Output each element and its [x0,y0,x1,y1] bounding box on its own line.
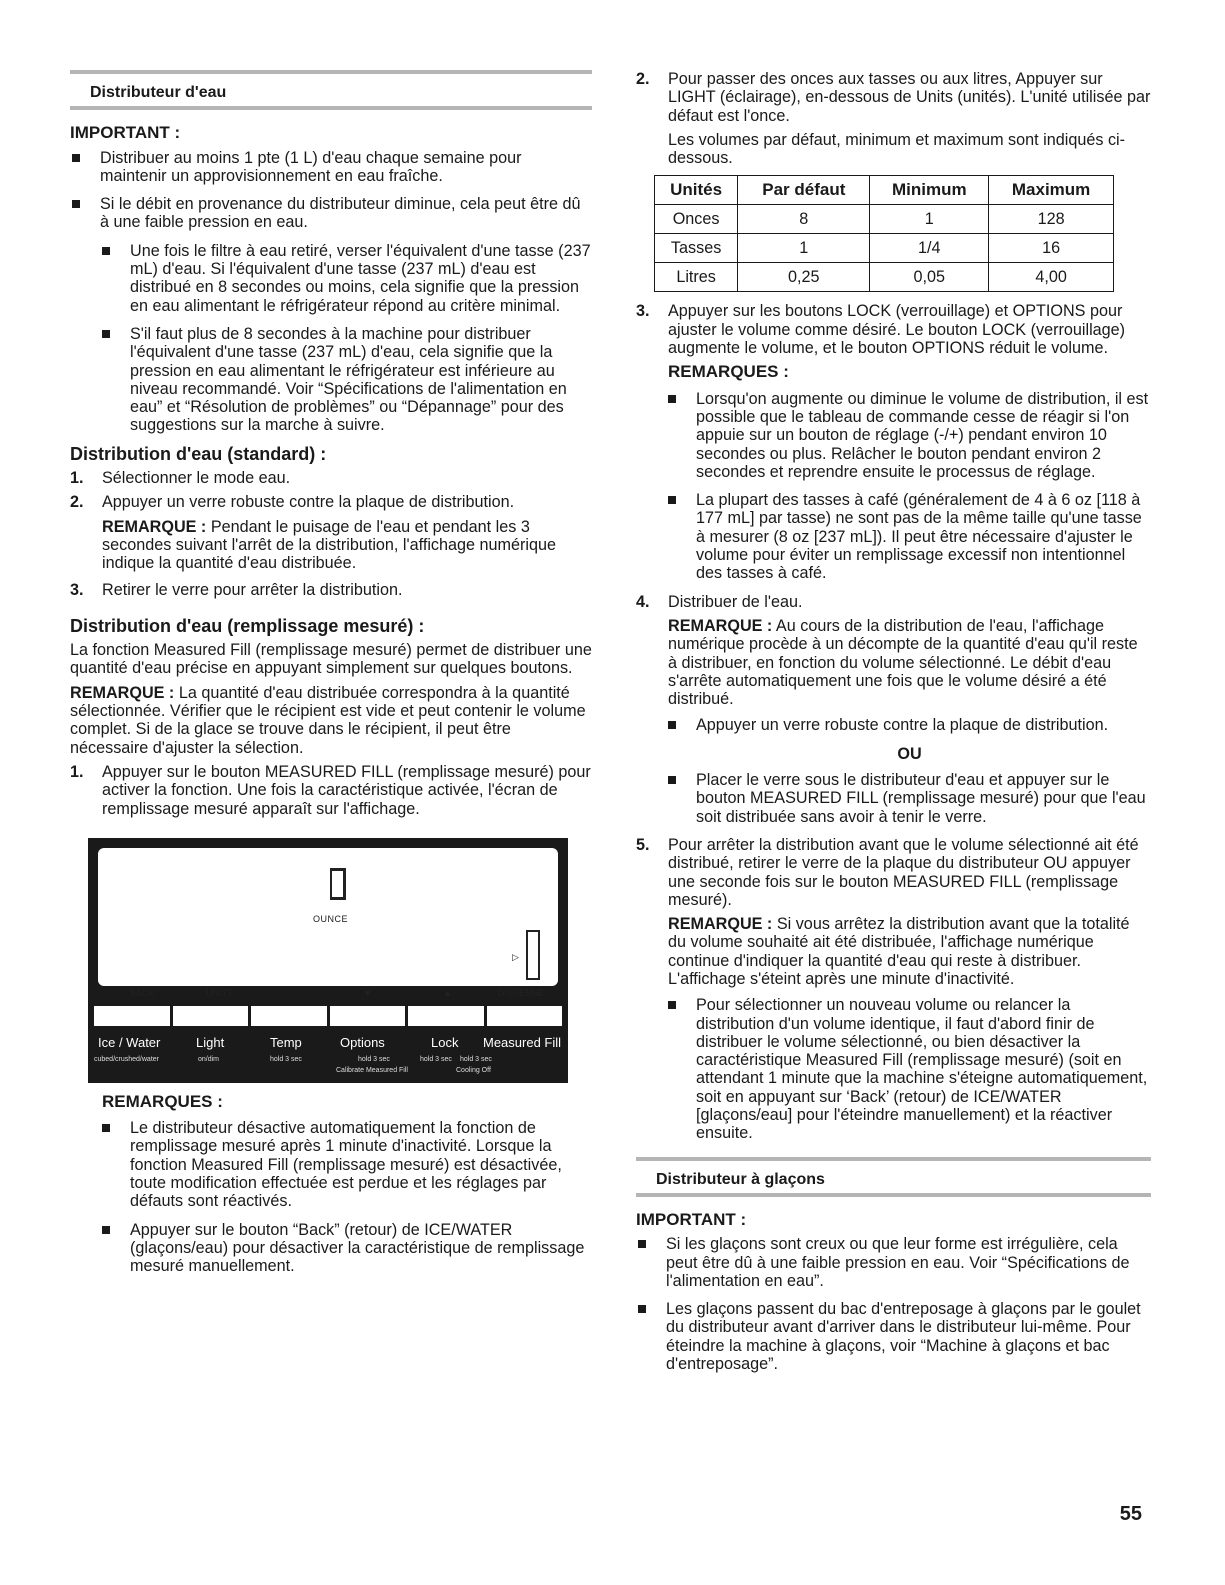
note-label: REMARQUE : [668,616,773,635]
intro-paragraph: La fonction Measured Fill (remplissage mesuré) permet de distribuer une quantité d'eau précise en appuyant simplement sur quelques boutons. [70,641,592,678]
fill-gauge-icon [526,930,540,980]
step-number: 3. [70,580,84,599]
step-text: Retirer le verre pour arrêter la distribution. [102,580,403,599]
table-row [655,234,1114,263]
step-number: 4. [636,592,650,611]
list-item: Appuyer un verre robuste contre la plaque de distribution. [666,716,1151,734]
note-label: REMARQUE : [70,683,175,702]
table-cell: 1 [870,205,989,234]
table-row [655,205,1114,234]
table-cell: 0,25 [738,263,870,292]
list-item: Appuyer sur le bouton “Back” (retour) de ICE/WATER (glaçons/eau) pour désactiver la caractéristique de remplissage mesuré manuellement. [100,1221,592,1276]
button-lock[interactable] [408,1006,484,1026]
step-number: 1. [70,469,84,488]
button-label: Light [196,1034,225,1050]
note-text: Si vous arrêtez la distribution avant que la totalité du volume souhaité ait été distribuée, l'affichage numérique continue d'indiquer la quantité d'eau qui reste à distribuer. L'affichage s'éteint après une minute d'inactivité. [668,915,1130,988]
important-label: IMPORTANT : [70,123,181,143]
right-column [636,70,1151,1383]
step [70,581,592,599]
button-temp[interactable] [251,1006,327,1026]
section-title-water-dispenser: Distributeur d'eau [70,70,592,110]
table-cell: 4,00 [989,263,1114,292]
step-text: Pour passer des onces aux tasses ou aux litres, Appuyer sur LIGHT (éclairage), en-dessous de Units (unités). L'unité utilisée par défaut est l'once. [668,70,1151,125]
button-sublabel: cubed/crushed/water [94,1055,159,1063]
button-measured-fill[interactable] [487,1006,563,1026]
list-item: Le distributeur désactive automatiquement la fonction de remplissage mesuré après 1 minute d'inactivité. Lorsque la fonction Measured Fill (remplissage mesuré) est désactivée, toute modification effectuée est perdue et les réglages par défauts sont réactivés. [100,1119,592,1210]
step-number: 5. [636,835,650,854]
button-sublabel: hold 3 sec [358,1055,390,1063]
note [636,617,1151,708]
cooling-label: Cooling Off [456,1066,491,1074]
column-header: Maximum [989,176,1114,205]
subsection-title-standard: Distribution d'eau (standard) : [70,443,327,464]
down-arrow-icon: ▼ [363,987,372,998]
step-number: 2. [70,493,84,512]
table-cell: 1 [738,234,870,263]
column-header: Minimum [870,176,989,205]
back-label: BACK [130,987,155,998]
note-text: Pendant le puisage de l'eau et pendant les 3 secondes suivant l'arrêt de la distribution, l'affichage numérique indique la quantité d'eau distribuée. [102,517,557,573]
button-label: Lock [431,1034,459,1050]
note-text: La quantité d'eau distribuée correspondra à la quantité sélectionnée. Vérifier que le récipient est vide et peut contenir le volume complet. Si de la glace se trouve dans le récipient, il peut être nécessaire d'ajuster la sélection. [70,683,586,757]
note-label: REMARQUE : [102,517,207,536]
left-column [70,70,592,1285]
step-number: 3. [636,302,650,321]
control-panel-figure [88,838,568,1083]
page-number: 55 [1119,1503,1142,1525]
note [70,684,592,757]
button-sublabel: on/dim [198,1055,220,1063]
button-options[interactable] [330,1006,406,1026]
list-item: Distribuer au moins 1 pte (1 L) d'eau chaque semaine pour maintenir un approvisionnement en eau fraîche. [70,149,592,186]
button-light[interactable] [173,1006,249,1026]
step-text: Pour arrêter la distribution avant que le volume sélectionné ait été distribué, retirer le verre de la plaque du distributeur OU appuyer une seconde fois sur le bouton MEASURED FILL (remplissage mesuré). [668,835,1139,909]
table-cell: Tasses [655,234,738,263]
table-cell: 0,05 [870,263,989,292]
list-item: Placer le verre sous le distributeur d'eau et appuyer sur le bouton MEASURED FILL (remplissage mesuré) pour que l'eau soit distribuée sans avoir à tenir le verre. [666,771,1151,826]
button-ice-water[interactable] [94,1006,170,1026]
remarques-label: REMARQUES : [668,362,789,382]
button-label: Measured Fill [483,1034,562,1050]
step [636,593,1151,611]
button-label: Temp [270,1034,302,1050]
step [636,70,1151,125]
important-label: IMPORTANT : [636,1209,747,1229]
button-sublabel: hold 3 sec [270,1055,302,1063]
note-text: Au cours de la distribution de l'eau, l'affichage numérique procède à un décompte de la quantité d'eau qu'il reste à distribuer, en fonction du volume sélectionné. Le débit d'eau s'arrête automatiquement une fois que le volume désiré a été distribué. [668,616,1138,709]
remarques-label: REMARQUES : [102,1091,223,1111]
section-title-ice-dispenser: Distributeur à glaçons [636,1157,1151,1197]
step [636,836,1151,909]
table-cell: 1/4 [870,234,989,263]
step [70,493,592,511]
button-sublabel: hold 3 sec [420,1055,452,1063]
paragraph: Les volumes par défaut, minimum et maximum sont indiqués ci-dessous. [668,130,1126,168]
list-item: Une fois le filtre à eau retiré, verser l'équivalent d'une tasse (237 mL) d'eau. Si l'équivalent d'une tasse (237 mL) d'eau est distribué en 8 secondes ou moins, cela signifie que la pression en eau alimentant le réfrigérateur répond au critère minimal. [70,242,592,315]
display-screen [98,848,558,986]
list-item: La plupart des tasses à café (généralement de 4 à 6 oz [118 à 177 mL] par tasse) ne sont pas de la même taille qu'une tasse à mesurer (8 oz [237 mL]). Il peut être nécessaire d'ajuster le volume pour éviter un remplissage excessif non intentionnel des tasses à café. [666,491,1151,582]
step-number: 1. [70,762,84,781]
button-bar [88,1006,568,1026]
button-label: Options [340,1034,385,1050]
list-item: S'il faut plus de 8 secondes à la machine pour distribuer l'équivalent d'une tasse (237 mL) d'eau, cela signifie que la pression en eau alimentant le réfrigérateur est inférieure au niveau recommandé. Voir “Spécifications de l'alimentation en eau” et “Résolution de problèmes” ou “Dépannage” pour des suggestions sur la marche à suivre. [70,325,592,435]
volumes-table [654,175,1114,292]
table-cell: Litres [655,263,738,292]
table-row [655,263,1114,292]
table-cell: Onces [655,205,738,234]
step [70,763,592,818]
list-item: Les glaçons passent du bac d'entreposage à glaçons par le goulet du distributeur avant d'arriver dans le distributeur lui-même. Pour éteindre la machine à glaçons, voir “Machine à glaçons et bac d'entreposage”. [636,1300,1151,1373]
button-label: Ice / Water [98,1034,161,1050]
table-header-row [655,176,1114,205]
or-label: OU [897,744,922,763]
units-label: UNITS [206,987,233,998]
column-header: Unités [655,176,738,205]
table-cell: 8 [738,205,870,234]
dispense-label: DISPENSE [498,987,544,998]
list-item: Si le débit en provenance du distributeur diminue, cela peut être dû à une faible pression en eau. [70,195,592,232]
note-label: REMARQUE : [668,915,773,934]
calibrate-label: Calibrate Measured Fill [336,1066,408,1074]
step-number: 2. [636,70,650,88]
up-arrow-icon: ▲ [443,987,452,998]
subsection-title-measured-fill: Distribution d'eau (remplissage mesuré) : [70,615,425,636]
button-sublabel: hold 3 sec [460,1055,492,1063]
list-item: Pour sélectionner un nouveau volume ou relancer la distribution d'un volume identique, il faut d'abord finir de distribuer le volume sélectionné, ou bien désactiver la caractéristique Measured Fill (remplissage mesuré) (soit en attendant 1 minute que la machine s'éteigne automatiquement, soit en appuyant sur ‘Back’ (retour) de ICE/WATER [glaçons/eau] pour l'éteindre manuellement) et la réactiver ensuite. [666,996,1151,1142]
table-cell: 128 [989,205,1114,234]
triangle-icon: ▷ [512,951,519,962]
step-text: Distribuer de l'eau. [668,592,803,611]
step-text: Appuyer sur les boutons LOCK (verrouillage) et OPTIONS pour ajuster le volume comme désiré. Le bouton LOCK (verrouillage) augmente le volume, et le bouton OPTIONS réduit le volume. [668,302,1126,358]
list-item: Lorsqu'on augmente ou diminue le volume de distribution, il est possible que le tableau de commande cesse de réagir si l'on appuie sur un bouton de réglage (-/+) pendant environ 10 secondes ou plus. Relâcher le bouton pendant environ 2 secondes et reprendre ensuite le processus de réglage. [666,390,1151,481]
digit-readout [330,868,346,900]
list-item: Si les glaçons sont creux ou que leur forme est irrégulière, cela peut être dû à une faible pression en eau. Voir “Spécifications de l'alimentation en eau”. [636,1235,1151,1290]
note [636,915,1151,988]
step-text: Appuyer sur le bouton MEASURED FILL (remplissage mesuré) pour activer la fonction. Une fois la caractéristique activée, l'écran de remplissage mesuré apparaît sur l'affichage. [102,762,591,818]
step-text: Appuyer un verre robuste contre la plaque de distribution. [102,493,515,512]
ounce-label: OUNCE [313,913,349,924]
step [70,469,592,487]
step-text: Sélectionner le mode eau. [102,469,291,488]
table-cell: 16 [989,234,1114,263]
step [636,302,1151,357]
note [70,518,592,573]
column-header: Par défaut [738,176,870,205]
